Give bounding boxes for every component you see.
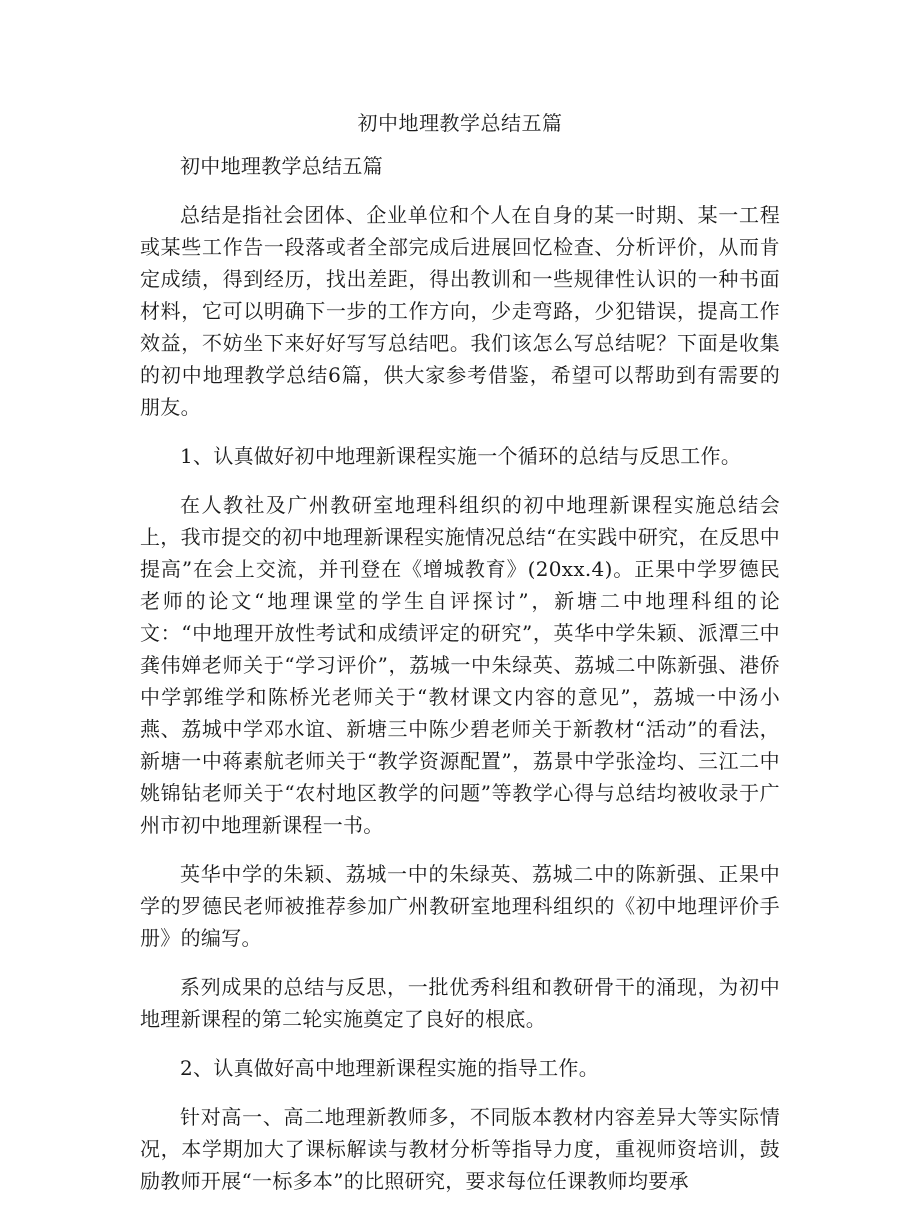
body-paragraph: 针对高一、高二地理新教师多，不同版本教材内容差异大等实际情况，本学期加大了课标解读与教材分析等指导力度，重视师资培训，鼓励教师开展“一标多本”的比照研究，要求每位任课教师均要承 bbox=[140, 1105, 780, 1193]
intro-paragraph: 总结是指社会团体、企业单位和个人在自身的某一时期、某一工程或某些工作告一段落或者全部完成后进展回忆检查、分析评价，从而肯定成绩，得到经历，找出差距，得出教训和一些规律性认识的一种书面材料，它可以明确下一步的工作方向，少走弯路，少犯错误，提高工作效益，不妨坐下来好好写写总结吧。我们该怎么写总结呢？下面是收集的初中地理教学总结6篇，供大家参考借鉴，希望可以帮助到有需要的朋友。 bbox=[140, 203, 780, 419]
document-body bbox=[140, 150, 780, 1214]
body-paragraph: 在人教社及广州教研室地理科组织的初中地理新课程实施总结会上，我市提交的初中地理新课程实施情况总结“在实践中研究，在反思中提高”在会上交流，并刊登在《增城教育》(20xx.4)。正果中学罗德民老师的论文“地理课堂的学生自评探讨”，新塘二中地理科组的论文：“中地理开放性考试和成绩评定的研究”，英华中学朱颖、派潭三中龚伟婵老师关于“学习评价”，荔城一中朱绿英、荔城二中陈新强、港侨中学郭维学和陈桥光老师关于“教材课文内容的意见”，荔城一中汤小燕、荔城中学邓水谊、新塘三中陈少碧老师关于新教材“活动”的看法，新塘一中蒋素航老师关于“教学资源配置”，荔景中学张淦均、三江二中姚锦钻老师关于“农村地区教学的问题”等教学心得与总结均被收录于广州市初中地理新课程一书。 bbox=[140, 493, 780, 837]
body-paragraph: 系列成果的总结与反思，一批优秀科组和教研骨干的涌现，为初中地理新课程的第二轮实施奠定了良好的根底。 bbox=[140, 975, 780, 1031]
section-heading-2: 2、认真做好高中地理新课程实施的指导工作。 bbox=[180, 1056, 600, 1080]
document-title: 初中地理教学总结五篇 bbox=[357, 111, 563, 135]
body-paragraph: 英华中学的朱颖、荔城一中的朱绿英、荔城二中的陈新强、正果中学的罗德民老师被推荐参加广州教研室地理科组织的《初中地理评价手册》的编写。 bbox=[140, 862, 780, 950]
subtitle-paragraph: 初中地理教学总结五篇 bbox=[180, 154, 383, 178]
section-heading-1: 1、认真做好初中地理新课程实施一个循环的总结与反思工作。 bbox=[180, 444, 742, 468]
